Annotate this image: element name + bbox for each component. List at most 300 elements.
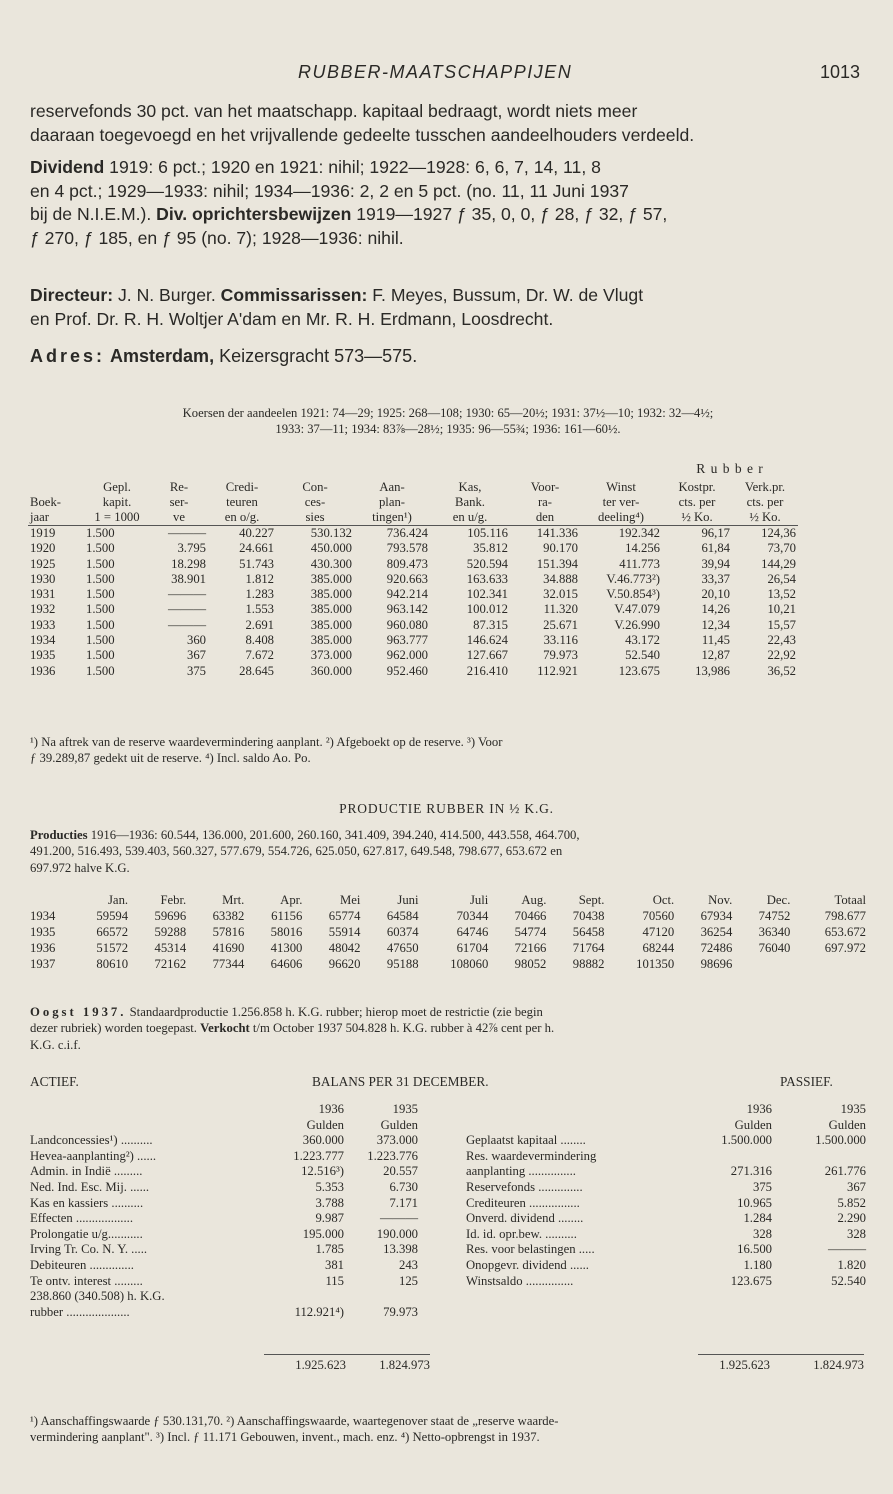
table-cell <box>732 956 790 972</box>
balans-value: 243 <box>398 1257 418 1272</box>
table-cell: 141.336 <box>510 526 580 542</box>
table-cell: 38.901 <box>171 571 206 586</box>
table-cell: 79.973 <box>543 648 578 663</box>
balans-item-label: Winstsaldo ............... <box>466 1273 574 1288</box>
table-cell: 36,52 <box>767 663 796 678</box>
table-cell: 192.342 <box>580 526 662 542</box>
passief-total-1935: 1.824.973 <box>813 1358 864 1372</box>
balans-value: 328 <box>752 1226 772 1241</box>
table-cell: 1.500 <box>86 556 115 571</box>
table-cell: 47650 <box>386 941 419 955</box>
balans-value: 271.316 <box>730 1164 772 1179</box>
table-cell: 80610 <box>96 957 129 971</box>
column-header: plan- <box>378 495 406 509</box>
table-cell: 33,37 <box>701 571 730 586</box>
balans-value: 2.290 <box>837 1211 866 1226</box>
balans-value: 115 <box>325 1273 344 1288</box>
balans-value: 381 <box>324 1257 344 1272</box>
commissarissen-label: Commissarissen: <box>220 285 368 305</box>
table-cell: 411.773 <box>619 556 660 571</box>
balans-item-label: 238.860 (340.508) h. K.G. <box>30 1289 165 1304</box>
table-cell: 61,84 <box>701 541 730 556</box>
table-cell: 22,43 <box>767 633 796 648</box>
balans-actief-heading: ACTIEF. <box>30 1074 79 1089</box>
koersen-paragraph <box>30 405 866 438</box>
directeur-label: Directeur: <box>30 285 114 305</box>
table-cell: 124,36 <box>732 526 798 542</box>
table-cell: 60374 <box>386 925 419 939</box>
column-header: Con- <box>302 480 328 494</box>
table-cell: 14,26 <box>701 602 730 617</box>
table-cell: 36254 <box>700 925 733 939</box>
balans-row <box>30 1196 418 1212</box>
table-cell: 375 <box>186 663 206 678</box>
balans-row <box>466 1196 866 1212</box>
balans-row <box>30 1164 418 1180</box>
table-cell: 70560 <box>642 909 675 923</box>
balans-year-row <box>30 1102 418 1118</box>
table-cell: 2.691 <box>245 617 274 632</box>
balans-actief-table <box>30 1102 418 1320</box>
table-cell: 653.672 <box>824 925 866 939</box>
balans-item-label: Res. waardevermindering <box>466 1148 597 1163</box>
balans-row <box>30 1274 418 1290</box>
table-cell: 373.000 <box>310 648 352 663</box>
balans-value: 195.000 <box>302 1226 344 1241</box>
directeur-value: J. N. Burger. <box>113 285 221 305</box>
column-header: Kas, <box>458 480 482 494</box>
table-cell: 360 <box>186 633 206 648</box>
column-header: ser- <box>169 495 189 509</box>
table-cell: 8.408 <box>245 633 274 648</box>
table-cell: 163.633 <box>466 571 508 586</box>
table-cell: 360.000 <box>310 663 352 678</box>
oogst-paragraph <box>30 1004 866 1053</box>
table-cell <box>466 1118 698 1134</box>
column-header: Credi- <box>225 480 259 494</box>
table-row <box>28 541 798 556</box>
table-cell: 798.677 <box>824 909 866 923</box>
table-cell: 1.500 <box>86 633 115 648</box>
balans-footnotes <box>30 1413 866 1446</box>
table-cell: 1936 <box>30 941 56 955</box>
table-cell: 61156 <box>271 909 303 923</box>
table-cell: 98882 <box>572 957 605 971</box>
table-row <box>30 940 866 956</box>
table-cell: V.26.990 <box>614 617 660 632</box>
balans-value: 190.000 <box>376 1226 418 1241</box>
column-header: Gepl. <box>103 480 131 494</box>
balans-value: 360.000 <box>302 1133 344 1148</box>
commissarissen-value: F. Meyes, Bussum, Dr. W. de Vlugt <box>367 285 644 305</box>
adres-city: Amsterdam, <box>110 346 215 366</box>
table-cell: 942.214 <box>386 587 428 602</box>
balans-value: 367 <box>846 1179 866 1194</box>
balans-value: 10.965 <box>737 1195 772 1210</box>
column-header: Juni <box>397 893 419 907</box>
balans-row <box>466 1227 866 1243</box>
balans-item-label: Hevea-aanplanting²) ...... <box>30 1148 157 1163</box>
adres-line <box>30 346 417 367</box>
commissarissen-value: en Prof. Dr. R. H. Woltjer A'dam en Mr. R. H. Erdmann, Loosdrecht. <box>30 308 554 329</box>
table-cell: 12,34 <box>701 617 730 632</box>
table-cell: 1936 <box>30 663 56 678</box>
balans-row <box>30 1227 418 1243</box>
column-header: ½ Ko. <box>749 510 781 524</box>
table-cell: 1.553 <box>245 602 274 617</box>
balans-row <box>466 1274 866 1290</box>
table-row <box>28 648 798 663</box>
table-cell: 1934 <box>30 633 56 648</box>
column-header: Dec. <box>766 893 791 907</box>
table-cell: V.46.773²) <box>606 571 660 586</box>
column-header: Voor- <box>530 480 560 494</box>
koersen-line: Koersen der aandeelen 1921: 74—29; 1925: 268—108; 1930: 65—20½; 1931: 37½—10; 1932: 32—4½; <box>182 406 714 420</box>
table-row <box>28 557 798 572</box>
table-cell: 65774 <box>328 909 361 923</box>
note-line: ƒ 39.289,87 gedekt uit de reserve. ⁴) Incl. saldo Ao. Po. <box>30 751 311 766</box>
table-cell: 102.341 <box>466 587 508 602</box>
table-row <box>28 618 798 633</box>
balans-row <box>30 1133 418 1149</box>
table-row <box>30 908 866 924</box>
table-cell: 14.256 <box>625 541 660 556</box>
balans-value: 20.557 <box>383 1164 418 1179</box>
dividend-text: ƒ 270, ƒ 185, en ƒ 95 (no. 7); 1928—1936: nihil. <box>30 228 404 249</box>
balans-item-label: Id. id. opr.bew. .......... <box>466 1226 577 1241</box>
balans-item-label: Kas en kassiers .......... <box>30 1195 144 1210</box>
column-header: Verk.pr. <box>744 480 786 494</box>
table-cell: 1.500 <box>86 571 115 586</box>
table-cell: 920.663 <box>386 571 428 586</box>
table-cell: 1934 <box>30 909 56 923</box>
table-cell: 430.300 <box>310 556 352 571</box>
table-notes <box>30 734 866 767</box>
table-cell: 385.000 <box>310 617 352 632</box>
table-header-row <box>30 892 866 908</box>
table-cell: 58016 <box>270 925 303 939</box>
dividend-text: 1919: 6 pct.; 1920 en 1921: nihil; 1922—1928: 6, 6, 7, 14, 11, 8 <box>104 157 601 177</box>
actief-total-1935: 1.824.973 <box>379 1358 430 1372</box>
table-cell: 1932 <box>30 602 56 617</box>
intro-line: daaraan toegevoegd en het vrijvallende gedeelte tusschen aandeelhouders verdeeld. <box>30 124 695 145</box>
table-cell: 20,10 <box>701 587 730 602</box>
table-row <box>28 526 798 542</box>
table-cell: 1931 <box>30 587 56 602</box>
balans-value: ——— <box>827 1242 866 1257</box>
balans-value: 125 <box>398 1273 418 1288</box>
balans-value: 5.852 <box>837 1195 866 1210</box>
balans-value <box>772 1149 866 1165</box>
table-cell: 64584 <box>386 909 419 923</box>
table-cell: 77344 <box>212 957 245 971</box>
balans-row <box>30 1305 418 1321</box>
table-cell: 1930 <box>30 571 56 586</box>
column-header: Mei <box>340 893 361 907</box>
table-cell: 64606 <box>270 957 303 971</box>
year-header: 1936 <box>318 1102 344 1116</box>
table-cell: 11,45 <box>701 633 730 648</box>
balans-item-label: Geplaatst kapitaal ........ <box>466 1133 586 1148</box>
table-cell: 63382 <box>212 909 245 923</box>
balans-value: 9.987 <box>315 1211 344 1226</box>
balans-passief-heading: PASSIEF. <box>780 1074 833 1089</box>
balans-value: 1.820 <box>837 1257 866 1272</box>
table-cell: 101350 <box>636 957 675 971</box>
column-header: sies <box>305 510 325 524</box>
table-cell: 112.921 <box>537 663 578 678</box>
table-header-row <box>28 480 798 495</box>
table-cell: 385.000 <box>310 633 352 648</box>
table-cell: 216.410 <box>466 663 508 678</box>
table-cell: 36340 <box>758 925 791 939</box>
actief-total-rule <box>264 1354 430 1355</box>
table-cell: 56458 <box>572 925 605 939</box>
balans-value: 16.500 <box>737 1242 772 1257</box>
balans-value: 79.973 <box>383 1304 418 1319</box>
table-cell: 12,87 <box>701 648 730 663</box>
column-header: Totaal <box>834 893 866 907</box>
table-cell: 385.000 <box>310 587 352 602</box>
table-cell: 3.795 <box>177 541 206 556</box>
table-cell: 98696 <box>700 957 733 971</box>
table-cell: 98052 <box>514 957 547 971</box>
table-cell: 1935 <box>30 925 56 939</box>
table-cell: 24.661 <box>239 541 274 556</box>
balans-row <box>30 1211 418 1227</box>
dividend-paragraph <box>30 156 866 251</box>
column-header: en u/g. <box>452 510 488 524</box>
producties-text: 1916—1936: 60.544, 136.000, 201.600, 260.160, 341.409, 394.240, 414.500, 443.558, 464.700, <box>87 828 580 842</box>
table-cell: 95188 <box>386 957 419 971</box>
balans-value: 328 <box>846 1226 866 1241</box>
table-cell: 530.132 <box>276 526 354 542</box>
balans-row <box>466 1180 866 1196</box>
balans-value: 7.171 <box>389 1195 418 1210</box>
oogst-text: Standaardproductie 1.256.858 h. K.G. rubber; hierop moet de restrictie (zie begin <box>126 1005 543 1019</box>
balans-value: 373.000 <box>376 1133 418 1148</box>
dividend-label: Dividend <box>30 157 105 177</box>
dividend-text: bij de N.I.E.M.). <box>30 204 157 225</box>
balans-value: 1.500.000 <box>815 1133 866 1148</box>
column-header: Nov. <box>708 893 733 907</box>
column-header: Aug. <box>521 893 547 907</box>
balans-item-label: Ned. Ind. Esc. Mij. ...... <box>30 1179 150 1194</box>
column-header: den <box>535 510 555 524</box>
balans-year-row <box>466 1102 866 1118</box>
table-cell: 96,17 <box>662 526 732 542</box>
table-cell: 1935 <box>30 648 56 663</box>
balans-value: 1.500.000 <box>721 1133 772 1148</box>
table-cell: 1.500 <box>86 541 115 556</box>
producties-label: Producties <box>30 828 88 842</box>
table-cell: 51572 <box>96 941 129 955</box>
balans-row <box>466 1164 866 1180</box>
column-header: ra- <box>537 495 553 509</box>
div-oprichters-label: Div. oprichtersbewijzen <box>156 204 352 225</box>
table-cell: 963.142 <box>386 602 428 617</box>
balans-value: 375 <box>752 1179 772 1194</box>
table-cell: 74752 <box>758 909 791 923</box>
balans-item-label: Irving Tr. Co. N. Y. ..... <box>30 1242 148 1257</box>
koersen-line: 1933: 37—11; 1934: 83⅞—28½; 1935: 96—55¾; 1936: 161—60½. <box>275 422 621 437</box>
balans-value <box>262 1289 344 1305</box>
table-cell: 1.812 <box>245 571 274 586</box>
table-cell: 59696 <box>154 909 187 923</box>
table-cell: 146.624 <box>466 633 508 648</box>
table-cell: 90.170 <box>543 541 578 556</box>
passief-total-1936: 1.925.623 <box>719 1358 770 1372</box>
table-cell: 127.667 <box>466 648 508 663</box>
table-cell: 13,986 <box>695 663 730 678</box>
table-cell: 963.777 <box>386 633 428 648</box>
column-header: Febr. <box>160 893 187 907</box>
table-row <box>30 956 866 972</box>
column-header: ces- <box>304 495 326 509</box>
balans-value: 3.788 <box>315 1195 344 1210</box>
table-cell: 64746 <box>456 925 489 939</box>
balans-item-label: Prolongatie u/g........... <box>30 1226 143 1241</box>
passief-total-rule <box>698 1354 864 1355</box>
table-cell: 108060 <box>450 957 489 971</box>
adres-label: Adres: <box>30 346 106 366</box>
table-cell: 59288 <box>154 925 187 939</box>
oogst-text: dezer rubriek) worden toegepast. <box>30 1021 201 1036</box>
column-header: Winst <box>606 480 636 494</box>
dividend-text: 1919—1927 ƒ 35, 0, 0, ƒ 28, ƒ 32, ƒ 57, <box>351 204 668 225</box>
page-number: 1013 <box>819 62 860 82</box>
table-cell: 66572 <box>96 925 129 939</box>
productie-title: PRODUCTIE RUBBER IN ½ K.G. <box>339 801 554 816</box>
intro-paragraph <box>30 100 866 147</box>
table-cell: 1933 <box>30 617 56 632</box>
column-header: ve <box>173 510 185 524</box>
table-row <box>28 664 798 679</box>
table-cell: ——— <box>150 526 208 542</box>
table-cell: 144,29 <box>761 556 796 571</box>
table-cell: 67934 <box>700 909 733 923</box>
table-cell: 952.460 <box>386 663 428 678</box>
table-cell: 809.473 <box>386 556 428 571</box>
column-header: 1 = 1000 <box>94 510 140 524</box>
column-header: Kostpr. <box>678 480 716 494</box>
column-header: deeling⁴) <box>598 510 644 524</box>
balans-item-label: Te ontv. interest ......... <box>30 1273 143 1288</box>
table-cell: 1937 <box>30 957 56 971</box>
balans-value: 123.675 <box>730 1273 772 1288</box>
table-cell: 52.540 <box>625 648 660 663</box>
table-cell: 7.672 <box>245 648 274 663</box>
balans-item-label: Res. voor belastingen ..... <box>466 1242 595 1257</box>
column-header: Jan. <box>108 893 129 907</box>
table-cell: V.47.079 <box>614 602 660 617</box>
column-header: Mrt. <box>222 893 245 907</box>
unit-header: Gulden <box>734 1117 772 1132</box>
table-cell: 520.594 <box>466 556 508 571</box>
producties-text: 697.972 halve K.G. <box>30 860 130 875</box>
balans-value: 6.730 <box>389 1179 418 1194</box>
table-cell: 1.500 <box>86 663 115 678</box>
table-cell: 15,57 <box>767 617 796 632</box>
balans-passief-table <box>466 1102 866 1289</box>
column-header: Re- <box>169 480 189 494</box>
balans-unit-row <box>466 1118 866 1134</box>
table-cell: 70438 <box>572 909 605 923</box>
balans-value <box>698 1149 772 1165</box>
table-cell: 76040 <box>758 941 791 955</box>
table-cell: 367 <box>186 648 206 663</box>
table-cell: 960.080 <box>386 617 428 632</box>
running-header <box>30 62 860 86</box>
table-cell: 105.116 <box>430 526 510 542</box>
column-header <box>30 892 70 908</box>
table-cell: 1.500 <box>86 617 115 632</box>
table-cell: 87.315 <box>473 617 508 632</box>
balans-item-label: Onopgevr. dividend ...... <box>466 1257 589 1272</box>
year-header: 1935 <box>840 1102 866 1116</box>
table-cell: V.50.854³) <box>606 587 660 602</box>
table-cell: 26,54 <box>767 571 796 586</box>
balans-value: 1.180 <box>743 1257 772 1272</box>
table-cell: 57816 <box>212 925 245 939</box>
table-cell: 33.116 <box>543 633 578 648</box>
balans-value: 261.776 <box>824 1164 866 1179</box>
intro-line: reservefonds 30 pct. van het maatschapp. kapitaal bedraagt, wordt niets meer <box>30 101 638 121</box>
table-cell: 35.812 <box>473 541 508 556</box>
table-cell: 34.888 <box>543 571 578 586</box>
table-cell: 25.671 <box>543 617 578 632</box>
table-cell: 47120 <box>642 925 675 939</box>
unit-header: Gulden <box>306 1117 344 1132</box>
column-header: kapit. <box>102 495 132 509</box>
table-cell: 385.000 <box>310 602 352 617</box>
table-cell: 70466 <box>514 909 547 923</box>
column-header: ½ Ko. <box>681 510 713 524</box>
balans-item-label: Crediteuren ................ <box>466 1195 580 1210</box>
table-cell: 70344 <box>456 909 489 923</box>
table-cell: 13,52 <box>767 587 796 602</box>
table-cell: 11.320 <box>543 602 578 617</box>
balans-value: 52.540 <box>831 1273 866 1288</box>
table-row <box>28 633 798 648</box>
balans-unit-row <box>30 1118 418 1134</box>
table-cell: 41690 <box>212 941 245 955</box>
table-cell: 55914 <box>328 925 361 939</box>
balans-item-label: Reservefonds .............. <box>466 1179 583 1194</box>
table-cell: 1.500 <box>86 648 115 663</box>
balans-item-label: Landconcessies¹) .......... <box>30 1133 153 1148</box>
oogst-label: Oogst 1937. <box>30 1005 127 1019</box>
table-cell: 697.972 <box>824 941 866 955</box>
table-cell: 71764 <box>572 941 605 955</box>
table-cell: 32.015 <box>543 587 578 602</box>
table-cell: 43.172 <box>625 633 660 648</box>
table-cell: 1.500 <box>86 587 115 602</box>
table-row <box>28 572 798 587</box>
balans-value: 5.353 <box>315 1179 344 1194</box>
table-cell: 385.000 <box>310 571 352 586</box>
column-header: Oct. <box>652 893 675 907</box>
column-header: Aan- <box>379 480 405 494</box>
year-header: 1935 <box>392 1102 418 1116</box>
monthly-production-table <box>30 892 866 972</box>
year-header: 1936 <box>746 1102 772 1116</box>
balans-row <box>466 1258 866 1274</box>
financial-history-table <box>28 458 798 679</box>
balans-row <box>30 1242 418 1258</box>
balans-value: 13.398 <box>383 1242 418 1257</box>
balans-value: ——— <box>379 1211 418 1226</box>
